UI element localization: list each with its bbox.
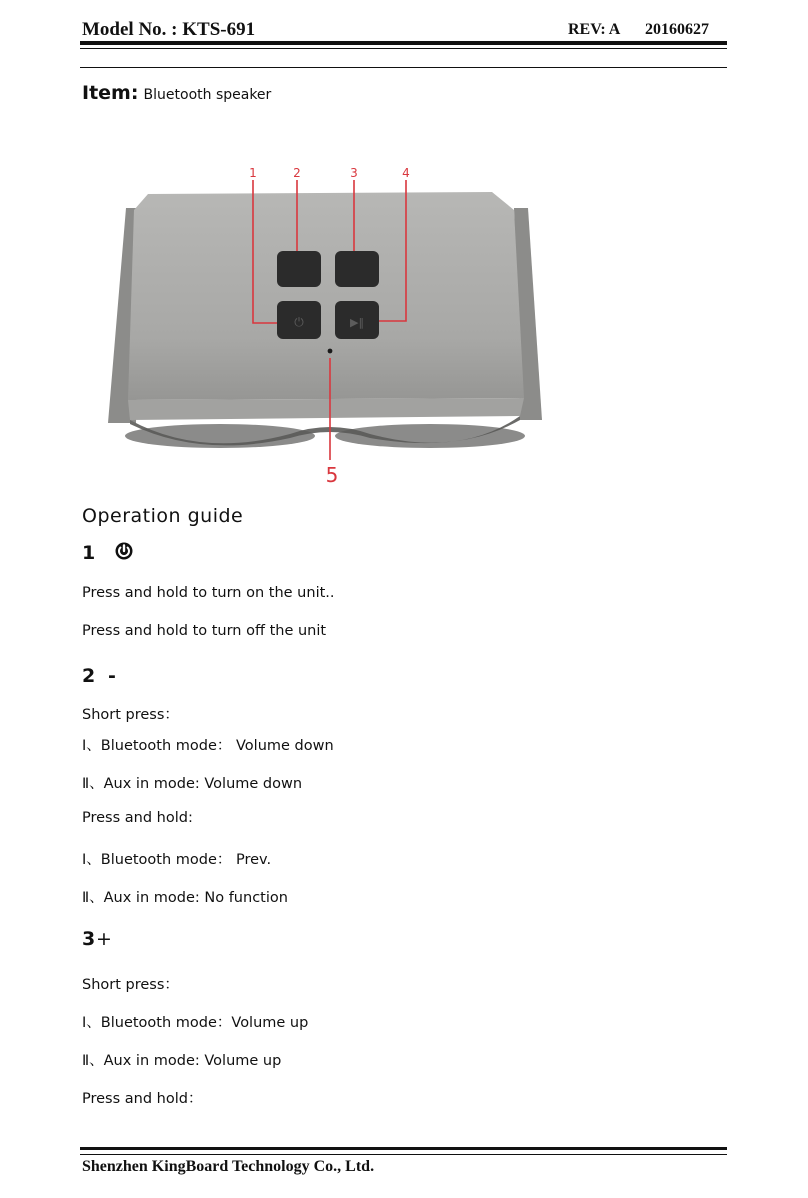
section-2-line-6: Ⅱ、Aux in mode: No function: [82, 890, 288, 906]
section-3-line-4: Press and hold：: [82, 1091, 203, 1107]
svg-text:▶‖: ▶‖: [350, 316, 364, 329]
power-icon: [113, 539, 135, 561]
speaker-product-image: [100, 158, 560, 490]
section-3-line-2: Ⅰ、Bluetooth mode：Volume up: [82, 1015, 309, 1031]
section-2-symbol: -: [108, 665, 116, 687]
section-3-line-1: Short press：: [82, 977, 179, 993]
item-line: [82, 82, 271, 104]
section-1-line-1: Press and hold to turn on the unit..: [82, 585, 335, 601]
item-label: Item:: [82, 82, 139, 104]
section-2-number: 2: [82, 665, 96, 687]
revision-date: 20160627: [645, 21, 709, 38]
section-2-line-1: Short press：: [82, 707, 179, 723]
callout-2: 2: [293, 166, 301, 180]
header-rule-lower: [80, 67, 727, 68]
model-number: Model No. : KTS-691: [82, 19, 256, 40]
callout-1: 1: [249, 166, 257, 180]
section-2-line-3: Ⅱ、Aux in mode: Volume down: [82, 776, 303, 792]
section-2-line-5: Ⅰ、Bluetooth mode： Prev.: [82, 852, 272, 868]
callout-4: 4: [402, 166, 410, 180]
revision: REV: A: [568, 21, 621, 38]
section-1-line-2: Press and hold to turn off the unit: [82, 623, 327, 639]
header-rule-thick: [80, 41, 727, 45]
header-rule-thin: [80, 48, 727, 49]
callout-3: 3: [350, 166, 358, 180]
volume-down-button-image: [277, 251, 321, 287]
volume-up-button-image: [335, 251, 379, 287]
section-1-number: 1: [82, 542, 96, 564]
guide-title: Operation guide: [82, 505, 244, 527]
footer-company: Shenzhen KingBoard Technology Co., Ltd.: [82, 1158, 375, 1175]
footer-rule-thin: [80, 1154, 727, 1155]
section-3-number: 3: [82, 928, 96, 950]
section-2-line-2: Ⅰ、Bluetooth mode： Volume down: [82, 738, 334, 754]
section-2-line-4: Press and hold:: [82, 810, 193, 826]
section-3-symbol: +: [96, 928, 112, 950]
footer-rule-thick: [80, 1147, 727, 1150]
item-value: Bluetooth speaker: [143, 87, 272, 103]
section-3-line-3: Ⅱ、Aux in mode: Volume up: [82, 1053, 282, 1069]
svg-text:⏻: ⏻: [294, 315, 304, 329]
callout-5: 5: [325, 463, 339, 487]
speaker-body: [108, 192, 542, 448]
